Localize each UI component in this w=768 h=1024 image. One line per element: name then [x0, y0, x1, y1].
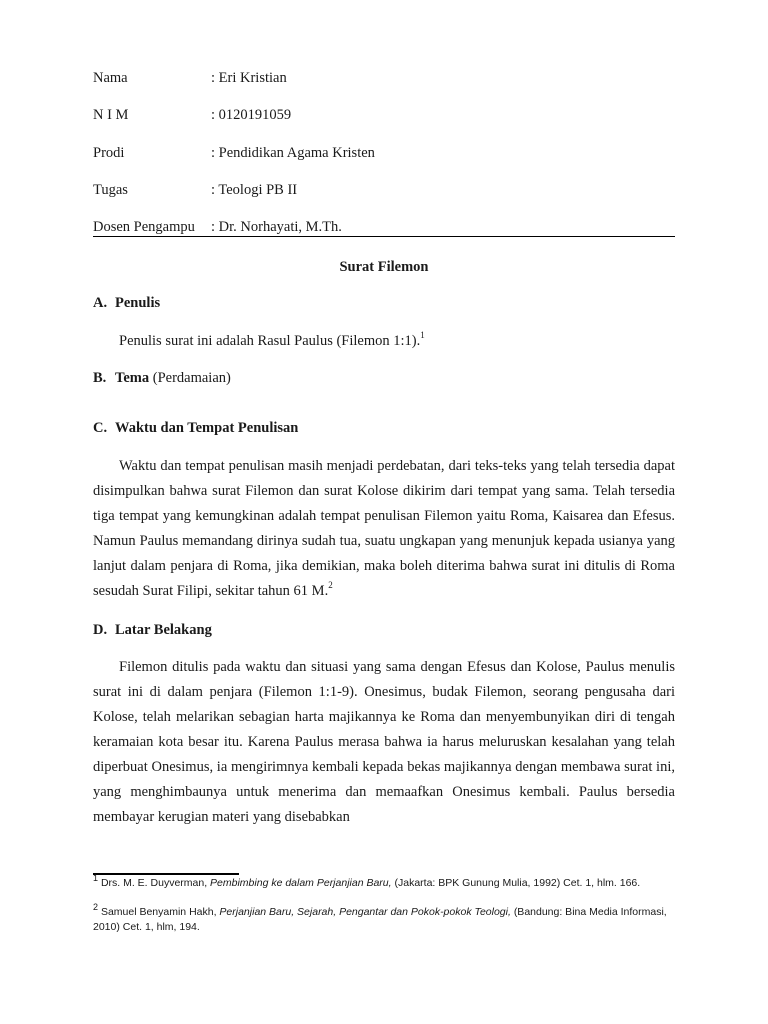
footnote-details: (Bandung: Bina Media Informasi, 2010) Cet. 1, hlm, 194.: [93, 906, 667, 933]
info-label: Dosen Pengampu: [93, 219, 195, 235]
info-label: Tugas: [93, 182, 128, 198]
paragraph-text: Waktu dan tempat penulisan masih menjadi perdebatan, dari teks-teks yang telah tersedia dapat disimpulkan bahwa surat Filemon dan surat Kolose dikirim dari tempat yang sama. Telah tersedia tiga tempat yang kemungkinan adalah tempat penulisan Filemon yaitu Roma, Kaisarea dan Efesus. Namun Paulus memandang dirinya sudah tua, suatu ungkapan yang menunjuk kepada usianya yang lanjut dalam penjara di Roma, jika demikian, maka boleh diterima bahwa surat ini ditulis di Roma sesudah Surat Filipi, sekitar tahun 61 M.: [93, 458, 675, 599]
section-letter: C.: [93, 420, 108, 436]
info-label: Prodi: [93, 145, 125, 161]
footnote-ref: 1: [420, 330, 425, 341]
section-letter: A.: [93, 295, 108, 311]
footnote-1: [93, 872, 675, 891]
section-heading-d: [93, 622, 212, 639]
info-label: N I M: [93, 107, 129, 123]
footnote-number: 1: [93, 872, 99, 883]
section-d-paragraph: [93, 655, 675, 830]
footnote-author: Samuel Benyamin Hakh,: [100, 906, 217, 918]
footnote-2: [93, 901, 675, 935]
section-a-paragraph: [93, 329, 675, 354]
section-c-paragraph: [93, 454, 675, 604]
info-value: : Pendidikan Agama Kristen: [211, 145, 375, 161]
info-label: Nama: [93, 70, 128, 86]
section-subtitle: (Perdamaian): [152, 370, 231, 386]
section-heading-a: [93, 295, 160, 312]
section-title: Penulis: [115, 295, 161, 311]
footnote-divider: [93, 873, 239, 875]
info-value: : Teologi PB II: [211, 182, 298, 198]
section-heading-b: [93, 370, 231, 387]
header-divider: [93, 236, 675, 237]
footnote-number: 2: [93, 901, 99, 912]
section-title: Waktu dan Tempat Penulisan: [115, 420, 299, 436]
footnote-book: Pembimbing ke dalam Perjanjian Baru,: [210, 877, 392, 889]
info-value: : Eri Kristian: [211, 70, 287, 86]
footnote-book: Perjanjian Baru, Sejarah, Pengantar dan Pokok-pokok Teologi,: [219, 906, 511, 918]
footnote-author: Drs. M. E. Duyverman,: [100, 877, 208, 889]
section-heading-c: [93, 420, 298, 437]
footnote-details: (Jakarta: BPK Gunung Mulia, 1992) Cet. 1, hlm. 166.: [394, 877, 641, 889]
info-value: : Dr. Norhayati, M.Th.: [211, 219, 342, 235]
section-title: Latar Belakang: [115, 622, 212, 638]
paragraph-text: Penulis surat ini adalah Rasul Paulus (Filemon 1:1).: [119, 333, 421, 349]
section-letter: D.: [93, 622, 108, 638]
document-title: Surat Filemon: [339, 259, 429, 275]
section-letter: B.: [93, 370, 107, 386]
footnote-ref: 2: [328, 580, 333, 591]
paragraph-text: Filemon ditulis pada waktu dan situasi yang sama dengan Efesus dan Kolose, Paulus menulis surat ini di dalam penjara (Filemon 1:1-9). Onesimus, budak Filemon, seorang pengusaha dari Kolose, telah melarikan sebagian harta majikannya ke Roma dan menyembunyikan diri di tengah keramaian kota besar itu. Karena Paulus merasa bahwa ia harus meluruskan kesalahan yang telah diperbuat Onesimus, ia mengirimnya kembali kepada bekas majikannya dengan membawa surat ini, yang menghimbaunya untuk menerima dan memaafkan Onesimus kembali. Paulus bersedia membayar kerugian materi yang disebabkan: [93, 659, 675, 825]
info-value: : 0120191059: [211, 107, 292, 123]
section-title: Tema: [115, 370, 150, 386]
